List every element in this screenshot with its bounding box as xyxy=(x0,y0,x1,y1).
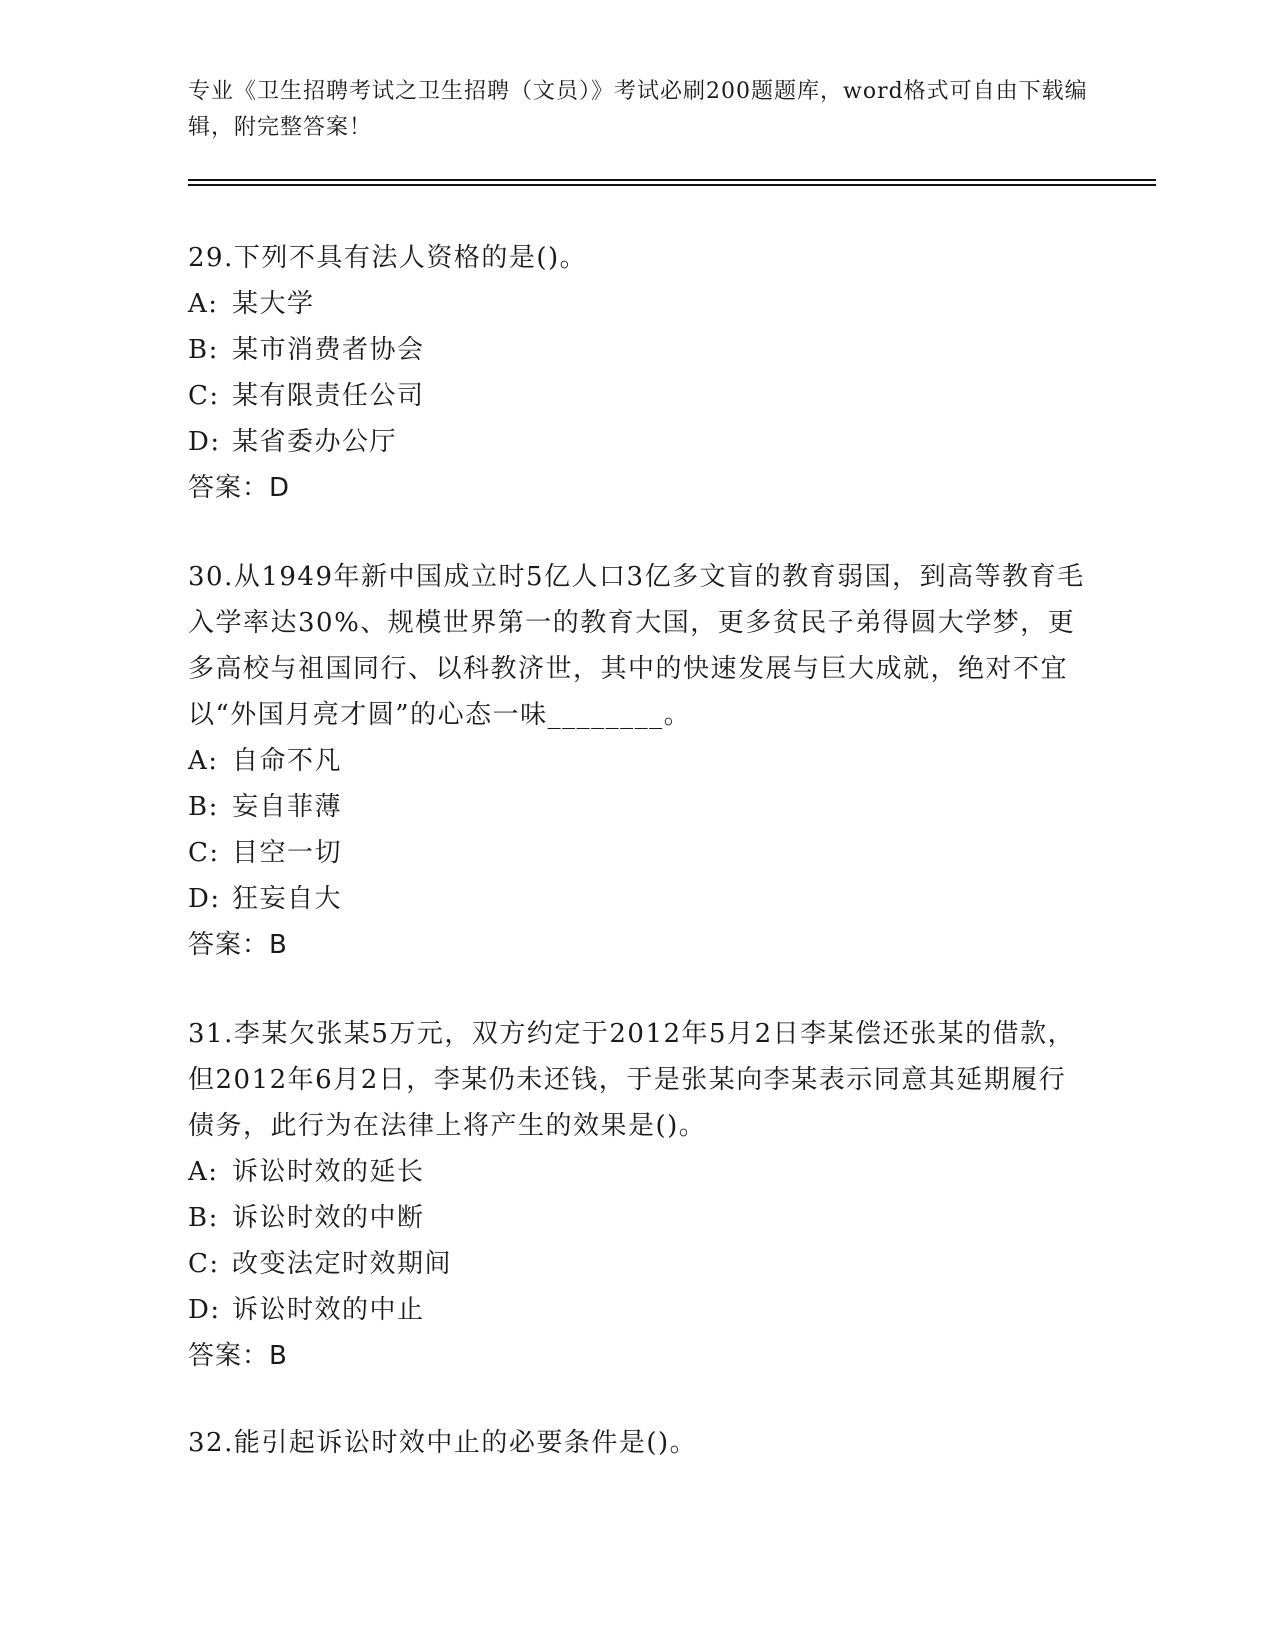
option-letter: B: xyxy=(188,1203,219,1233)
option-text: 妄自菲薄 xyxy=(232,792,343,822)
option-letter: C: xyxy=(188,838,220,868)
header-divider-top xyxy=(188,179,1156,181)
option-b xyxy=(188,1195,1088,1241)
document-header: 专业《卫生招聘考试之卫生招聘（文员）》考试必刷200题题库，word格式可自由下载编辑，附完整答案！ xyxy=(188,79,1088,140)
question-stem: 30.从1949年新中国成立时5亿人口3亿多文盲的教育弱国，到高等教育毛入学率达30%、规模世界第一的教育大国，更多贫民子弟得圆大学梦，更多高校与祖国同行、以科教济世，其中的快速发展与巨大成就，绝对不宜以“外国月亮才圆”的心态一味________。 xyxy=(188,562,1085,730)
option-text: 某有限责任公司 xyxy=(232,381,425,411)
option-text: 狂妄自大 xyxy=(232,884,343,914)
question-stem: 32.能引起诉讼时效中止的必要条件是()。 xyxy=(188,1428,698,1458)
question-29 xyxy=(188,235,1088,511)
option-text: 改变法定时效期间 xyxy=(232,1249,453,1279)
option-d xyxy=(188,419,1088,465)
question-stem: 29.下列不具有法人资格的是()。 xyxy=(188,243,588,273)
answer-line: 答案：D xyxy=(188,473,291,503)
option-letter: A: xyxy=(188,746,219,776)
option-letter: A: xyxy=(188,289,219,319)
option-a xyxy=(188,1149,1088,1195)
option-letter: C: xyxy=(188,1249,220,1279)
option-letter: D: xyxy=(188,427,221,457)
option-a xyxy=(188,281,1088,327)
question-32 xyxy=(188,1420,1088,1466)
option-c xyxy=(188,1241,1088,1287)
option-c xyxy=(188,373,1088,419)
option-text: 诉讼时效的中断 xyxy=(232,1203,425,1233)
question-31 xyxy=(188,1011,1088,1379)
option-d xyxy=(188,876,1088,922)
option-text: 诉讼时效的延长 xyxy=(232,1157,425,1187)
option-text: 自命不凡 xyxy=(232,746,343,776)
option-letter: B: xyxy=(188,792,219,822)
option-d xyxy=(188,1287,1088,1333)
answer-line: 答案：B xyxy=(188,1341,288,1371)
option-b xyxy=(188,784,1088,830)
option-text: 诉讼时效的中止 xyxy=(232,1295,425,1325)
answer-line: 答案：B xyxy=(188,930,288,960)
option-b xyxy=(188,327,1088,373)
header-divider-bottom xyxy=(188,184,1156,186)
option-letter: D: xyxy=(188,1295,221,1325)
option-letter: B: xyxy=(188,335,219,365)
option-text: 某市消费者协会 xyxy=(232,335,425,365)
option-c xyxy=(188,830,1088,876)
option-letter: D: xyxy=(188,884,221,914)
option-text: 某大学 xyxy=(232,289,315,319)
option-letter: C: xyxy=(188,381,220,411)
question-stem: 31.李某欠张某5万元，双方约定于2012年5月2日李某偿还张某的借款，但2012年6月2日，李某仍未还钱，于是张某向李某表示同意其延期履行债务，此行为在法律上将产生的效果是()。 xyxy=(188,1019,1076,1141)
option-letter: A: xyxy=(188,1157,219,1187)
option-text: 目空一切 xyxy=(232,838,343,868)
option-text: 某省委办公厅 xyxy=(232,427,398,457)
question-30 xyxy=(188,554,1088,968)
option-a xyxy=(188,738,1088,784)
